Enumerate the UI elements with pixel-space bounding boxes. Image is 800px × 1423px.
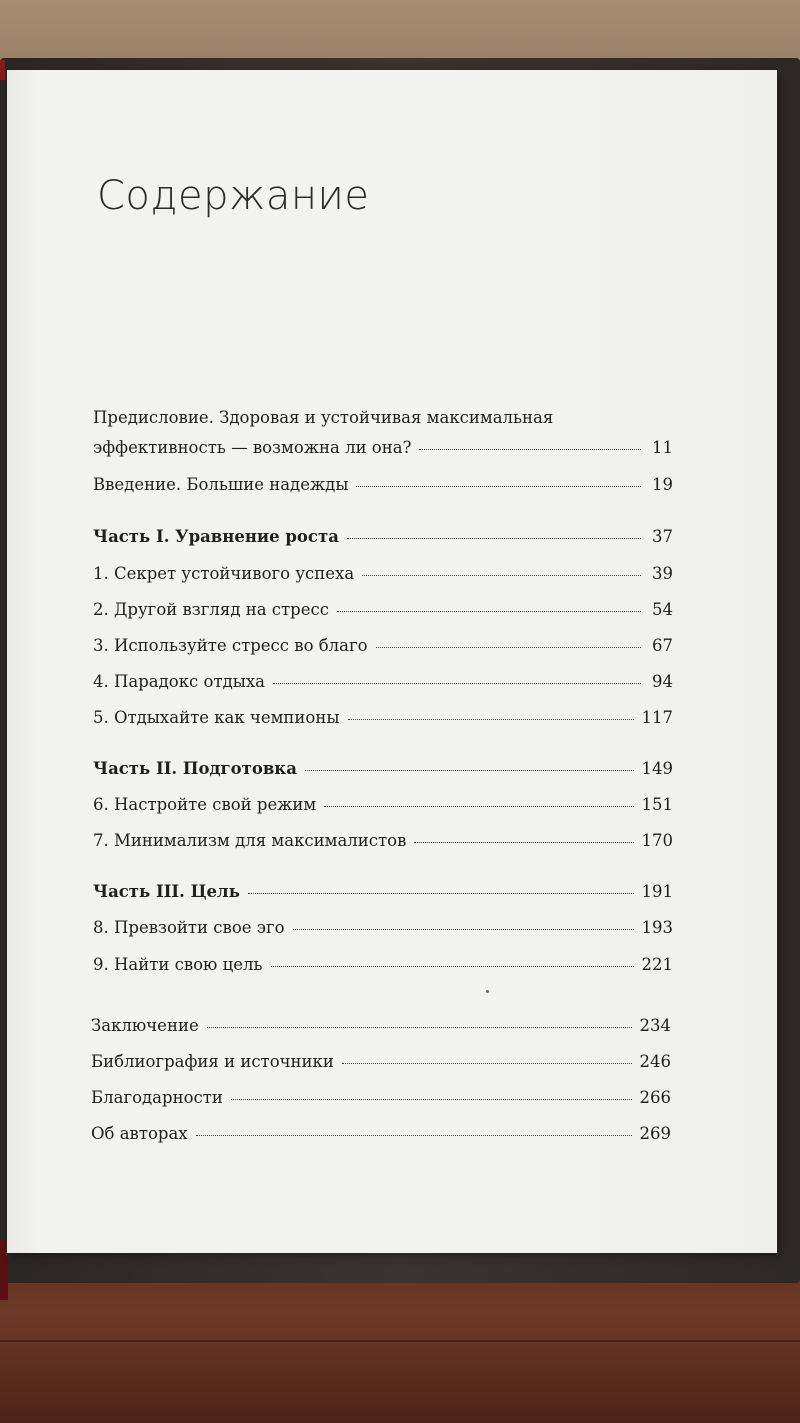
toc-entry [93, 671, 673, 693]
toc-entry [93, 794, 673, 816]
bookmark-ribbon-top [0, 60, 5, 80]
dot-leader [419, 449, 641, 450]
toc-entry-title: Часть III. Цель [93, 882, 240, 901]
toc-entry [93, 599, 673, 621]
toc-entry-page: 193 [641, 918, 673, 937]
book-page [7, 70, 777, 1253]
toc-entry-title: 1. Секрет устойчивого успеха [93, 564, 355, 583]
toc-entry-title: 6. Настройте свой режим [93, 795, 317, 814]
dot-leader [337, 611, 641, 612]
toc-entry [93, 474, 673, 496]
toc-entry [93, 830, 673, 852]
toc-entry-page: 266 [639, 1088, 671, 1107]
toc-entry-page: 11 [652, 438, 673, 457]
toc-entry-page: 170 [641, 831, 673, 850]
toc-entry-title: 5. Отдыхайте как чемпионы [93, 708, 340, 727]
dot-leader [196, 1135, 632, 1136]
dot-leader [348, 719, 634, 720]
toc-entry [93, 635, 673, 657]
dot-leader [231, 1099, 632, 1100]
dot-leader [293, 929, 634, 930]
dot-leader [207, 1027, 632, 1028]
toc-entry-title: 2. Другой взгляд на стресс [93, 600, 329, 619]
toc-entry-page: 234 [639, 1016, 671, 1035]
toc-entry-page: 191 [641, 882, 673, 901]
dot-leader [324, 806, 633, 807]
toc-entry-title: эффективность — возможна ли она? [93, 438, 412, 457]
toc-entry [91, 1087, 671, 1109]
toc-part-entry [93, 526, 673, 548]
toc-entry-title: 4. Парадокс отдыха [93, 672, 266, 691]
toc-entry-preface-line1: Предисловие. Здоровая и устойчивая максимальная [93, 408, 554, 427]
dust-speck [486, 990, 489, 993]
dot-leader [342, 1063, 632, 1064]
toc-entry-title: Об авторах [91, 1124, 188, 1143]
toc-entry [93, 954, 673, 976]
toc-entry-title: Благодарности [91, 1088, 223, 1107]
toc-entry [91, 1123, 671, 1145]
toc-entry-title: Часть I. Уравнение роста [93, 527, 339, 546]
toc-entry [91, 1015, 671, 1037]
toc-entry-title: 3. Используйте стресс во благо [93, 636, 368, 655]
dot-leader [271, 966, 634, 967]
toc-part-entry [93, 758, 673, 780]
floor-grain [0, 1340, 800, 1342]
toc-entry-title: 7. Минимализм для максималистов [93, 831, 407, 850]
toc-entry-title: 8. Превзойти свое эго [93, 918, 285, 937]
dot-leader [414, 842, 633, 843]
toc-entry-page: 221 [641, 955, 673, 974]
toc-entry-page: 54 [652, 600, 673, 619]
toc-entry-page: 269 [639, 1124, 671, 1143]
dot-leader [347, 538, 641, 539]
dot-leader [248, 893, 634, 894]
toc-entry-page: 246 [639, 1052, 671, 1071]
toc-entry [93, 917, 673, 939]
toc-entry-page: 94 [652, 672, 673, 691]
toc-entry-title: 9. Найти свою цель [93, 955, 263, 974]
dot-leader [305, 770, 634, 771]
toc-entry-page: 37 [652, 527, 673, 546]
toc-entry-title: Библиография и источники [91, 1052, 334, 1071]
toc-entry-title: Часть II. Подготовка [93, 759, 297, 778]
toc-entry [93, 563, 673, 585]
dot-leader [376, 647, 641, 648]
toc-entry-page: 67 [652, 636, 673, 655]
toc-entry-page: 39 [652, 564, 673, 583]
toc-entry-page: 117 [641, 708, 673, 727]
toc-entry-page: 149 [641, 759, 673, 778]
toc-entry-page: 19 [652, 475, 673, 494]
toc-entry [93, 707, 673, 729]
toc-part-entry [93, 881, 673, 903]
toc-entry [93, 437, 673, 459]
toc-entry-page: 151 [641, 795, 673, 814]
dot-leader [356, 486, 641, 487]
page-title: Содержание [97, 173, 370, 219]
toc-entry-title: Введение. Большие надежды [93, 475, 349, 494]
dot-leader [273, 683, 641, 684]
toc-entry [91, 1051, 671, 1073]
dot-leader [362, 575, 641, 576]
toc-entry-title: Заключение [91, 1016, 199, 1035]
